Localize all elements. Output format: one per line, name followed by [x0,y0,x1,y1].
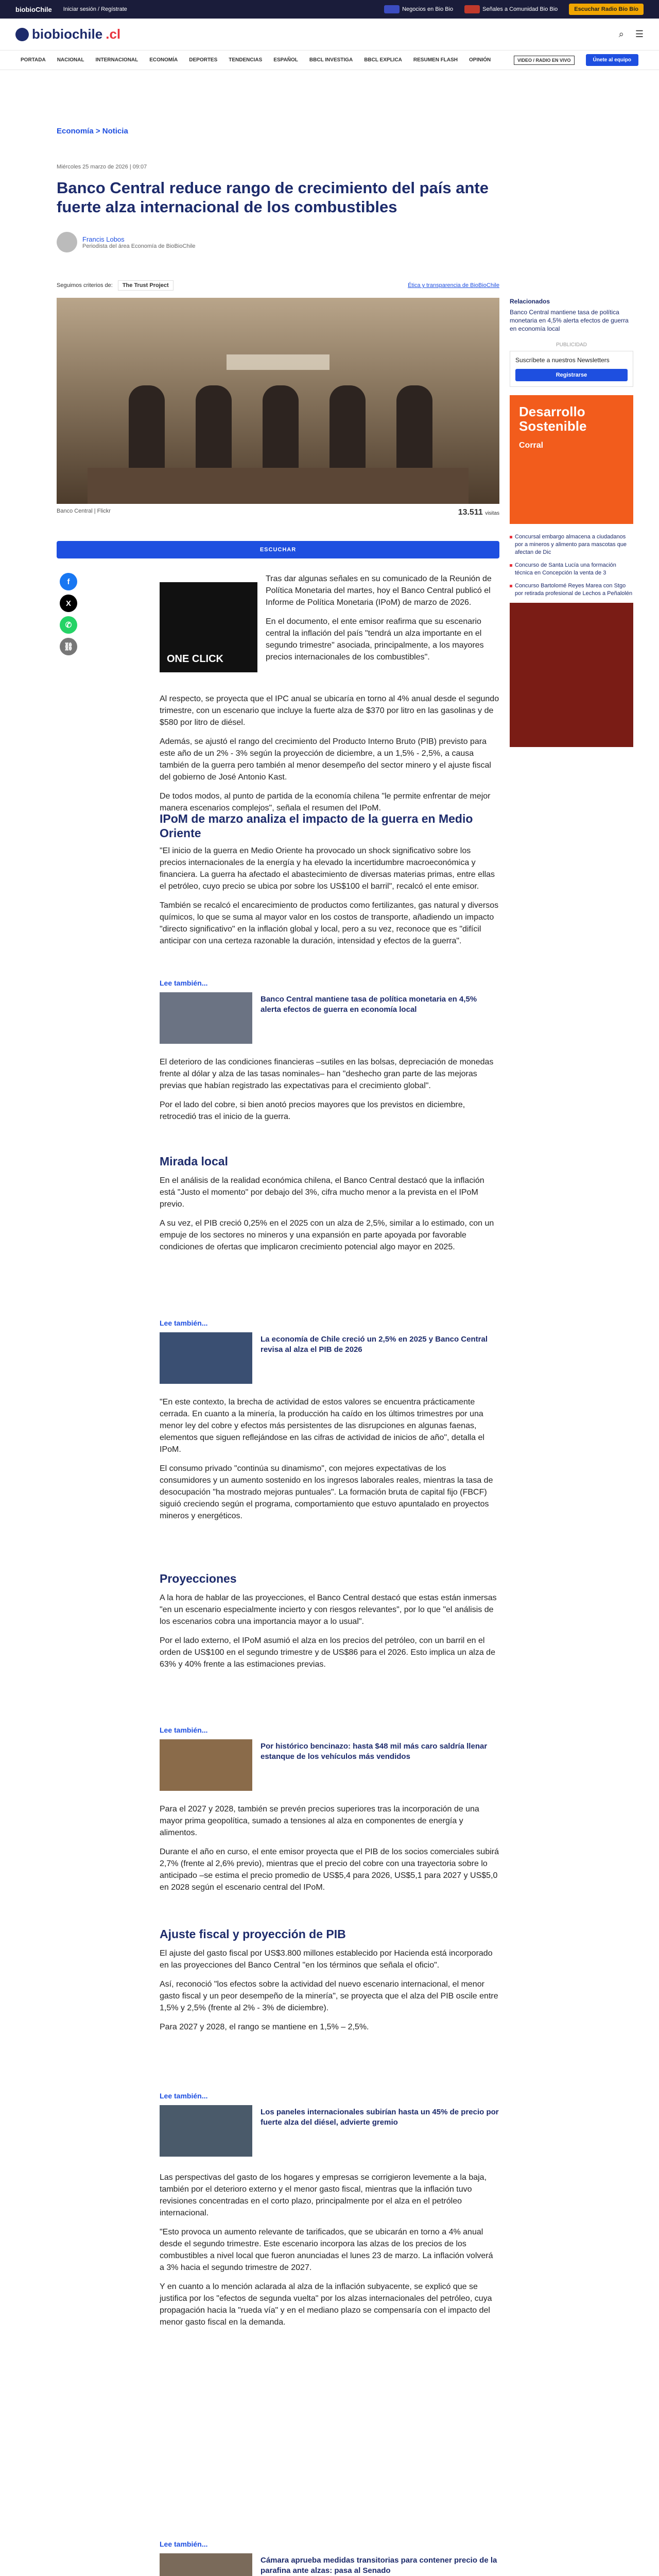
sidebar-ad-2[interactable] [510,603,633,747]
nav-item-tendencias[interactable]: TENDENCIAS [229,57,263,63]
nav-item-investiga[interactable]: BBCL INVESTIGA [309,57,353,63]
section-heading-proyecciones: Proyecciones [160,1572,237,1585]
author-block [57,232,196,252]
article-body-5: "En este contexto, la brecha de actividad de estos valores se encuentra prácticamente cerrada. En cuanto a la minería, la producción ha caído en los últimos trimestres por una menor ley del cobre y efectos más persistentes de las disrupciones en algunas faenas, elementos que siguen reflejándose en las cifras de actividad de inicios de año", detalla el IPoM. El consumo privado "continúa su dinamismo", con mejores expectativas de los consumidores y un aumento sostenido en los ingresos laborales reales, mientras la tasa de desocupación "ha mostrado mejoras puntuales". La formación bruta de capital fijo (FBCF) siguió creciendo según el programa, comportamiento que estuvo apuntalado en proyectos mineros y energéticos. [160,1398,493,1520]
ad-banner[interactable]: ONE CLICK [160,582,257,672]
related-article-2[interactable]: La economía de Chile creció un 2,5% en 2025 y Banco Central revisa al alza el PIB de 2026 [160,1332,499,1384]
join-team-button[interactable]: Únete al equipo [586,54,638,66]
nav-item-portada[interactable]: PORTADA [21,57,46,63]
main-nav [0,50,659,70]
article-body-3: El deterioro de las condiciones financieras –sutiles en las bolsas, depreciación de monedas frente al dólar y alza de las tasas nominales– han "deshecho gran parte de las mejoras previas que habían registrado las expectativas para el crecimiento global". Por el lado del cobre, si bien anotó precios mayores que los previstos en diciembre, retrocedió tras el inicio de la guerra. [160,1058,494,1121]
nav-item-nacional[interactable]: NACIONAL [57,57,84,63]
article-body-6: A la hora de hablar de las proyecciones, el Banco Central destacó que estas están inmersas "en un escenario especialmente incierto y con riesgos relevantes", por lo que "el análisis de los escenarios cobra una importancia mayor a lo usual". Por el lado externo, el IPoM asumió el alza en los precios del petróleo, con un barril en el orden de US$100 en el segundo trimestre y de US$86 para el 2026. Esto implica un alza de 63% y 40% frente a las estimaciones previas. [160,1594,497,1669]
related-thumb [160,2105,252,2157]
login-link[interactable]: Iniciar sesión / Regístrate [63,6,127,12]
nav-item-economia[interactable]: ECONOMÍA [149,57,178,63]
see-also-label: Lee también... [160,1319,208,1327]
article-intro: Tras dar algunas señales en su comunicado de la Reunión de Política Monetaria del martes, hoy el Banco Central publicó el Informe de Política Monetaria (IPoM) de marzo de 2026. En el documento, el ente emisor reafirma que su escenario central la inflación del país "tendrá un alza importante en el segundo trimestre" asociada, principalmente, a los mayores precios internacionales de los combustibles". [266,574,492,662]
article-body-4: En el análisis de la realidad económica chilena, el Banco Central destacó que la inflación está "Justo el momento" por debajo del 3%, cifra mucho menor a la prevista en el IPoM previo. A su vez, el PIB creció 0,25% en el 2025 con un alza de 2,5%, similar a lo estimado, con un empuje de los sectores no mineros y una expansión en parte apoyada por favorable condiciones de ofertas que implicaron crecimiento potencial algo mayor en 2025. [160,1176,494,1251]
newsletter-button[interactable]: Registrarse [515,369,628,381]
nav-item-resumen[interactable]: RESUMEN FLASH [413,57,458,63]
article-title: Banco Central reduce rango de crecimiento del país ante fuerte alza internacional de los combustibles [57,179,489,216]
topbar-brand: biobioChile [15,5,52,13]
sidebar-news-item[interactable]: Concurso Bartolomé Reyes Marea con Stgo por retirada profesional de Lechos a Peñalolén [510,582,633,598]
sidebar [510,298,633,747]
see-also-label: Lee también... [160,2092,208,2100]
radio-live-button[interactable]: VIDEO / RADIO EN VIVO [514,56,575,65]
see-also-label: Lee también... [160,2540,208,2548]
listen-button[interactable]: ESCUCHAR [57,541,499,558]
article-body-8: El ajuste del gasto fiscal por US$3.800 millones establecido por Hacienda está incorporado en las proyecciones del Banco Central "en los términos que señala el oficio". Así, reconoció "los efectos sobre la actividad del nuevo escenario internacional, el menor gasto fiscal y un peor desempeño de la minería", se proyecta que el alza del PIB oscile entre 1,5% y 2,5% (frente al 2% - 3% de diciembre). Para 2027 y 2028, el rango se mantiene en 1,5% – 2,5%. [160,1949,498,2031]
image-caption: Banco Central | Flickr 13.511 visitas [57,508,499,517]
negocios-icon [384,5,400,13]
author-role: Periodista del área Economía de BioBioChile [82,243,196,249]
related-article-5[interactable]: Cámara aprueba medidas transitorias para contener precio de la parafina ante alzas: pasa al Senado [160,2553,499,2576]
topbar-link-negocios[interactable]: Negocios en Bio Bio [384,5,453,13]
topbar [0,0,659,19]
article-body-9: Las perspectivas del gasto de los hogares y empresas se corrigieron levemente a la baja, también por el deterioro externo y el menor gasto fiscal, mientras que la inflación tuvo revisiones concentradas en el corto plazo, principalmente por el alza en el petróleo internacional. "Esto provoca un aumento relevante de tarificados, que se ubicarán en torno a 4% anual desde el segundo trimestre. Este escenario incorpora las alzas de los precios de los combustibles a nivel local que fueron anunciadas el lunes 23 de marzo. La inflación volverá a 3% hacia el segundo trimestre de 2027. Y en cuanto a lo mención aclarada al alza de la inflación subyacente, se explicó que se justifica por los "efectos de segunda vuelta" por los alzas internacionales del petróleo, cuya propagación hacia la "rueda vía" y en el mediano plazo se compensaría con el impacto del menor gasto fiscal en la demanda. [160,2173,493,2327]
nav-item-deportes[interactable]: DEPORTES [189,57,218,63]
article-body-2: "El inicio de la guerra en Medio Oriente ha provocado un shock significativo sobre los precios internacionales de la energía y ha elevado la incertidumbre macroeconómica y financiera. La guerra ha afectado el abastecimiento de diversas materias primas, entre ellas el petróleo, cuyo precio se ubica por sobre los US$100 el barril", recalcó el ente emisor. También se recalcó el encarecimiento de productos como fertilizantes, gas natural y diversos químicos, lo que se suma al mayor valor en los costos de transporte, añadiendo un impacto "directo significativo" en la inflación global y local, pero a su vez, reconoce que es "difícil anticipar con una certeza razonable la duración, intensidad y efectos de la guerra". [160,846,499,945]
trust-label: Seguimos criterios de: [57,282,113,289]
breadcrumb[interactable]: Economía > Noticia [57,127,128,135]
header [0,19,659,50]
hero-banner [227,354,330,370]
site-logo[interactable]: biobiochile .cl [15,26,120,42]
newsletter-box [510,351,633,387]
newsletter-title: Suscríbete a nuestros Newsletters [515,357,610,364]
ad-label: PUBLICIDAD [556,342,587,348]
sidebar-related[interactable]: Banco Central mantiene tasa de política monetaria en 4,5% alerta efectos de guerra en economía local [510,309,629,332]
sidebar-heading: Relacionados [510,298,550,305]
see-also-label: Lee también... [160,979,208,987]
section-heading-local: Mirada local [160,1155,228,1168]
search-icon[interactable]: ⌕ [618,29,624,39]
comunidad-icon [464,5,480,13]
related-thumb [160,992,252,1044]
topbar-link-comunidad[interactable]: Señales a Comunidad Bio Bio [464,5,558,13]
listen-radio-button[interactable]: Escuchar Radio Bío Bío [569,4,644,15]
facebook-icon[interactable]: f [60,573,77,590]
nav-item-explica[interactable]: BBCL EXPLICA [364,57,402,63]
article-date: Miércoles 25 marzo de 2026 | 09:07 [57,164,147,170]
whatsapp-icon[interactable]: ✆ [60,616,77,634]
avatar [57,232,77,252]
section-heading-fiscal: Ajuste fiscal y proyección de PIB [160,1927,346,1941]
ethics-link[interactable]: Ética y transparencia de BioBioChile [408,282,499,289]
sidebar-news [510,533,633,598]
article-body-1: Al respecto, se proyecta que el IPC anual se ubicaría en torno al 4% anual desde el segundo trimestre, con un escenario que incluye la fuerte alza de $370 por litro en las gasolinas y de $580 por litro de diésel. Además, se ajustó el rango del crecimiento del Producto Interno Bruto (PIB) previsto para este año de un 2% - 3% según la proyección de diciembre, a un 1,5% - 2,5%, a causa también de la guerra pero también al menor desempeño del sector minero y el ajuste fiscal del gobierno de José Antonio Kast. De todos modos, al punto de partida de la economía chilena "le permite enfrentar de mejor manera escenarios complejos", señala el resumen del IPoM. [160,694,499,812]
nav-item-espanol[interactable]: ESPAÑOL [273,57,298,63]
article-body-7: Para el 2027 y 2028, también se prevén precios superiores tras la incorporación de una mayor prima geopolítica, sumado a tensiones al alza en componentes de energía y alimentos. Durante el año en curso, el ente emisor proyecta que el PIB de los socios comerciales subirá 2,7% (frente al 2,6% previo), mientras que el precio del cobre con una trayectoria sobre lo anticipado –se estima el precio promedio de US$5,4 para 2026, US$5,1 para 2027 y US$5,0 en 2028 según el escenario central del IPoM. [160,1805,499,1892]
sidebar-ad[interactable]: Desarrollo Sostenible Corral [510,395,633,524]
related-thumb [160,2553,252,2576]
visit-count: 13.511 visitas [458,508,499,517]
related-article-4[interactable]: Los paneles internacionales subirían hasta un 45% de precio por fuerte alza del diésel, advierte gremio [160,2105,499,2157]
link-icon[interactable]: ⛓ [60,638,77,655]
nav-item-internacional[interactable]: INTERNACIONAL [95,57,138,63]
logo-icon [15,28,29,41]
section-heading-ipom: IPoM de marzo analiza el impacto de la guerra en Medio Oriente [160,812,473,840]
sidebar-news-item[interactable]: Concursal embargo almacena a ciudadanos por a mineros y alimento para mascotas que afectan de Dic [510,533,633,556]
related-thumb [160,1332,252,1384]
nav-item-opinion[interactable]: OPINIÓN [469,57,491,63]
x-icon[interactable]: X [60,595,77,612]
author-name[interactable]: Francis Lobos [82,235,125,243]
trust-bar [57,280,499,291]
see-also-label: Lee también... [160,1726,208,1734]
related-article-1[interactable]: Banco Central mantiene tasa de política monetaria en 4,5% alerta efectos de guerra en economía local [160,992,499,1044]
menu-icon[interactable]: ☰ [635,29,644,39]
hero-image [57,298,499,504]
related-article-3[interactable]: Por histórico bencinazo: hasta $48 mil más caro saldría llenar estanque de los vehículos más vendidos [160,1739,499,1791]
trust-project-logo[interactable]: The Trust Project [118,280,174,291]
related-thumb [160,1739,252,1791]
sidebar-news-item[interactable]: Concurso de Santa Lucía una formación técnica en Concepción la venta de 3 [510,562,633,577]
